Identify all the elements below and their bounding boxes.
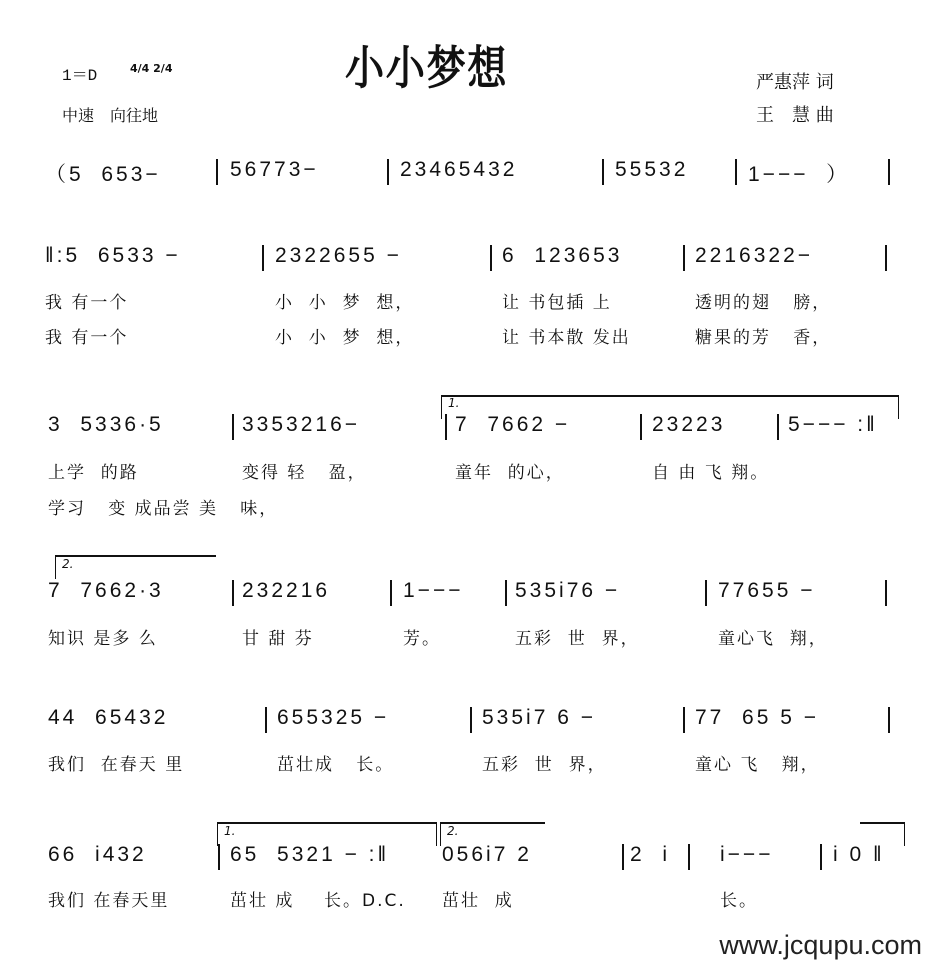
lyric-segment: 甘 甜 芬 — [242, 629, 314, 649]
lyric-segment: 变得 轻 盈， — [242, 463, 367, 483]
measure-notes: 6 123653 — [502, 244, 623, 267]
volta-bracket-1 — [217, 822, 437, 846]
barline — [705, 580, 707, 606]
lyric-segment: 透明的翅 膀， — [695, 293, 832, 313]
barline — [885, 245, 887, 271]
barline — [216, 159, 218, 185]
measure-notes: 3353216− — [242, 413, 361, 436]
barline — [262, 245, 264, 271]
lyric-segment: 茁壮 成 长。D.C. — [230, 891, 406, 911]
barline — [885, 580, 887, 606]
volta-end-bracket — [860, 822, 905, 846]
measure-notes: 77655 − — [718, 579, 816, 602]
lyric-segment: 茁壮成 长。 — [277, 755, 395, 775]
measure-notes: 1−−− ） — [748, 163, 851, 186]
barline — [888, 707, 890, 733]
measure-notes: 55532 — [615, 158, 689, 181]
lyric-segment: 芳。 — [403, 629, 441, 649]
measure-notes: 2216322− — [695, 244, 814, 267]
measure-notes: （5 653− — [45, 163, 161, 186]
song-title: 小小梦想 — [345, 41, 509, 95]
barline — [888, 159, 890, 185]
measure-notes: 77 65 5 − — [695, 706, 819, 729]
lyric-segment: 我们 在春天里 — [48, 891, 170, 911]
lyric-segment: 我 有一个 — [45, 293, 129, 313]
barline — [683, 245, 685, 271]
measure-notes: 56773− — [230, 158, 319, 181]
time-signature: 4/4 2/4 — [130, 62, 173, 75]
barline — [602, 159, 604, 185]
key-signature: 1＝D — [62, 67, 98, 85]
volta-label: 2. — [62, 557, 74, 571]
lyric-segment: 小 小 梦 想， — [275, 328, 415, 348]
measure-notes: 66 i432 — [48, 843, 147, 866]
barline — [683, 707, 685, 733]
measure-notes: 23465432 — [400, 158, 518, 181]
barline — [387, 159, 389, 185]
barline — [232, 414, 234, 440]
barline — [390, 580, 392, 606]
volta-label: 2. — [447, 824, 459, 838]
lyric-segment: 上学 的路 — [48, 463, 139, 483]
lyric-segment: 让 书包插 上 — [502, 293, 612, 313]
measure-notes: 7 7662 − — [455, 413, 571, 436]
lyric-segment: 知识 是多 么 — [48, 629, 158, 649]
measure-notes: 1−−− — [403, 579, 464, 602]
barline — [265, 707, 267, 733]
measure-notes: 535i7 6 − — [482, 706, 596, 729]
lyric-segment: 我们 在春天 里 — [48, 755, 185, 775]
measure-notes: 2 i — [630, 843, 671, 866]
barline — [232, 580, 234, 606]
measure-notes: 7 7662·3 — [48, 579, 164, 602]
lyric-segment: 小 小 梦 想， — [275, 293, 415, 313]
barline — [735, 159, 737, 185]
barline — [490, 245, 492, 271]
measure-notes: 5−−− :‖ — [788, 413, 878, 436]
barline — [218, 844, 220, 870]
volta-label: 1. — [448, 396, 460, 410]
volta-bracket-1 — [441, 395, 899, 419]
lyricist: 严惠萍 词 — [756, 72, 834, 93]
measure-notes: 232216 — [242, 579, 331, 602]
measure-notes: 65 5321 − :‖ — [230, 843, 390, 866]
measure-notes: 23223 — [652, 413, 726, 436]
lyric-segment: 自 由 飞 翔。 — [652, 463, 770, 483]
lyric-segment: 让 书本散 发出 — [502, 328, 631, 348]
barline — [622, 844, 624, 870]
measure-notes: 535i76 − — [515, 579, 621, 602]
composer: 王 慧 曲 — [756, 105, 834, 126]
tempo-marking: 中速 向往地 — [62, 106, 159, 125]
measure-notes: 3 5336·5 — [48, 413, 164, 436]
measure-notes: 655325 − — [277, 706, 390, 729]
barline — [820, 844, 822, 870]
volta-label: 1. — [224, 824, 236, 838]
lyric-segment: 童年 的心， — [455, 463, 565, 483]
measure-notes: 44 65432 — [48, 706, 169, 729]
watermark: www.jcqupu.com — [719, 930, 922, 960]
measure-notes: 056i7 2 — [442, 843, 532, 866]
measure-notes: 2322655 − — [275, 244, 402, 267]
measure-notes: ‖:5 6533 − — [45, 244, 181, 267]
barline — [688, 844, 690, 870]
lyric-segment: 我 有一个 — [45, 328, 129, 348]
measure-notes: i−−− — [720, 843, 774, 866]
lyric-segment: 茁壮 成 — [442, 891, 514, 911]
lyric-segment: 五彩 世 界， — [515, 629, 640, 649]
barline — [505, 580, 507, 606]
lyric-segment: 糖果的芳 香， — [695, 328, 832, 348]
volta-bracket-2 — [55, 555, 216, 579]
barline — [470, 707, 472, 733]
lyric-segment: 学习 变 成品尝 美 味， — [48, 499, 279, 519]
lyric-segment: 长。 — [720, 891, 758, 911]
measure-notes: i 0 ‖ — [833, 843, 885, 866]
lyric-segment: 五彩 世 界， — [482, 755, 607, 775]
lyric-segment: 童心飞 翔， — [718, 629, 828, 649]
lyric-segment: 童心 飞 翔， — [695, 755, 820, 775]
